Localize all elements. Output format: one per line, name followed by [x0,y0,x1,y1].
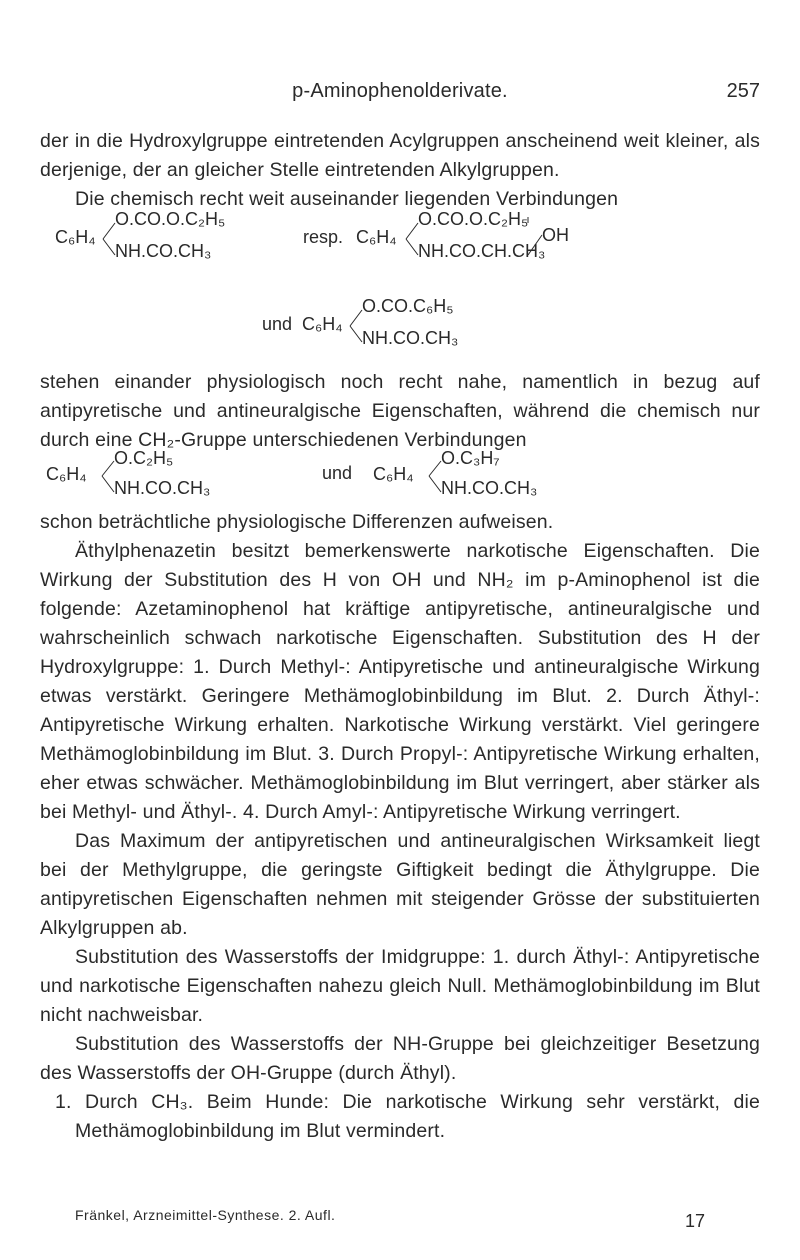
page-footer [75,1207,765,1231]
formula-bottom-group: NH.CO.CH₃ [114,478,211,498]
formula-2 [356,209,676,263]
formula-base: C₆H₄ [55,227,96,247]
formula-top-group: O.CO.O.C₂H₅ [115,209,226,229]
text-block-1 [40,127,760,214]
paragraph: Das Maximum der antipyretischen und antineuralgischen Wirksamkeit liegt bei der Methylgruppe, die geringste Giftigkeit bedingt die Äthylgruppe. Die antipyretischen Eigenschaften nehmen mit steigender Grösse der substituierten Alkylgruppen ab. [40,830,760,939]
signature-mark: 17 [685,1211,706,1231]
text-block-3 [40,508,760,1146]
paragraph: schon beträchtliche physiologische Differenzen aufweisen. [40,511,554,533]
formula-top-group: O.C₃H₇ [441,448,500,468]
formula-4 [46,448,276,506]
paragraph: Substitution des Wasserstoffs der Imidgruppe: 1. durch Äthyl-: Antipyretische und narkotische Eigenschaften nahezu gleich Null. Methämoglobinbildung im Blut nicht nachweisbar. [40,946,760,1026]
formula-top-group: O.CO.O.C₂H₅ [418,209,529,229]
formula-base: C₆H₄ [46,464,87,484]
formula-base: C₆H₄ [302,314,343,334]
page-number: 257 [726,80,760,102]
formula-base: C₆H₄ [373,464,414,484]
formula-top-group: O.C₂H₅ [114,448,174,468]
paragraph: Äthylphenazetin besitzt bemerkenswerte narkotische Eigenschaften. Die Wirkung der Substitution des H von OH und NH₂ im p-Aminophenol ist die folgende: Azetaminophenol hat kräftige antipyretische, antineuralgische und wahrscheinlich schwach narkotische Eigenschaften. Substitution des H der Hydroxylgruppe: 1. Durch Methyl-: Antipyretische und antineuralgische Wirkung etwas verstärkt. Geringere Methämoglobinbildung im Blut. 2. Durch Äthyl-: Antipyretische Wirkung erhalten. Narkotische Wirkung verstärkt. Viel geringere Methämoglobinbildung im Blut. 3. Durch Propyl-: Antipyretische Wirkung erhalten, eher etwas schwächer. Methämoglobinbildung im Blut verringert, aber stärker als bei Methyl- und Äthyl-. 4. Durch Amyl-: Antipyretische Wirkung verringert. [40,540,760,823]
formula-prefix: und [262,314,293,334]
formula-connector: und [322,463,353,483]
formula-base: C₆H₄ [356,227,397,247]
paragraph: stehen einander physiologisch noch recht nahe, namentlich in bezug auf antipyretische und antineuralgische Eigenschaften, während die chemisch nur durch eine CH₂-Gruppe unterschiedenen Verbindungen [40,371,760,451]
list-item: 1. Durch CH₃. Beim Hunde: Die narkotische Wirkung sehr verstärkt, die Methämoglobinbildung im Blut vermindert. [55,1091,760,1142]
formula-bottom-group: NH.CO.CH₃ [115,241,212,261]
formula-connector: resp. [303,227,344,247]
source-note: Fränkel, Arzneimittel-Synthese. 2. Aufl. [75,1207,336,1223]
text-block-2 [40,368,760,455]
formula-bottom-group: NH.CO.CH₃ [362,328,459,348]
formula-1 [55,209,285,263]
running-title: p-Aminophenolderivate. [292,80,508,102]
paragraph: Die chemisch recht weit auseinander liegenden Verbindungen [75,188,619,210]
formula-bottom-group: NH.CO.CH₃ [441,478,538,498]
paragraph: der in die Hydroxylgruppe eintretenden Acylgruppen anscheinend weit kleiner, als derjenige, der an gleicher Stelle eintretenden Alkylgruppen. [40,130,760,181]
formula-top-group: O.CO.C₆H₅ [362,296,454,316]
formula-mid-group: OH [542,225,569,245]
formula-3 [262,296,512,350]
formula-bottom-group: NH.CO.CH.CH₃ [418,241,546,261]
page-header [40,80,760,110]
formula-5 [373,448,613,506]
paragraph: Substitution des Wasserstoffs der NH-Gruppe bei gleichzeitiger Besetzung des Wasserstoffs der OH-Gruppe (durch Äthyl). [40,1033,760,1084]
